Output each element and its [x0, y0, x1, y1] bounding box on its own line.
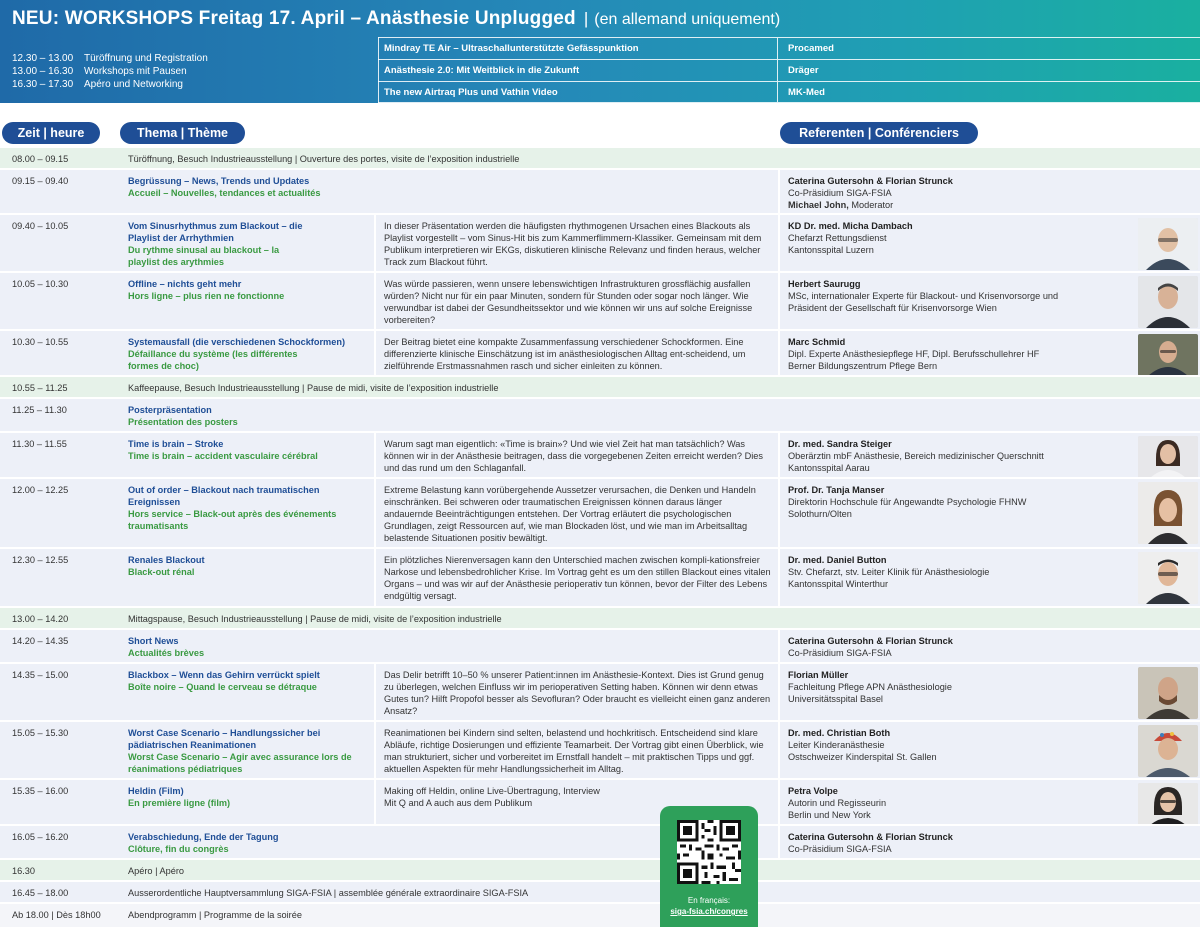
row-time: 15.05 – 15.30 [12, 728, 69, 738]
topic-german: Systemausfall (die verschiedenen Schockformen) [128, 337, 346, 347]
program-row [0, 273, 1200, 331]
qr-code-panel [660, 806, 758, 927]
row-activity: Ausserordentliche Hauptversammlung SIGA-FSIA | assemblée générale extraordinaire SIGA-FSIA [128, 888, 529, 898]
program-row [0, 215, 1200, 273]
speaker-affiliation: Kantonsspital Aarau [788, 463, 870, 473]
program-row [0, 904, 1200, 927]
qr-link[interactable]: siga-fsia.ch/congres [670, 907, 748, 916]
row-time: 12.00 – 12.25 [12, 485, 69, 495]
row-speaker [788, 669, 1128, 705]
topic-german: Out of order – Blackout nach traumatischen Ereignissen [128, 485, 320, 507]
row-topic [128, 175, 366, 199]
topic-french: En première ligne (film) [128, 798, 231, 808]
workshop-schedule [12, 52, 208, 91]
row-description: Das Delir betrifft 10–50 % unserer Patient:innen im Anästhesie-Kontext. Dies ist Grund genug zu überlegen, welchen Einfluss wir im perioperativen Setting haben. Können wir denn etwas Gutes tun? Hilft Propofol besser als Sevofluran? Oder braucht es vielleicht einen ganz anderen Ansatz? [384, 670, 771, 716]
speaker-name: Florian Müller [788, 670, 849, 680]
row-time: 14.20 – 14.35 [12, 636, 69, 646]
row-topic [128, 669, 366, 693]
row-time: 08.00 – 09.15 [12, 154, 69, 164]
banner-title [12, 8, 780, 36]
topic-german: Worst Case Scenario – Handlungssicher bei pädiatrischen Reanimationen [128, 728, 321, 750]
topic-german: Verabschiedung, Ende der Tagung [128, 832, 279, 842]
speaker-photo [1138, 552, 1198, 604]
row-time: Ab 18.00 | Dès 18h00 [12, 910, 101, 920]
banner-title-main: NEU: WORKSHOPS Freitag 17. April – Anästhesie Unplugged [12, 8, 576, 29]
column-divider [777, 38, 778, 59]
row-time: 09.40 – 10.05 [12, 221, 69, 231]
row-time: 11.30 – 11.55 [12, 439, 67, 449]
column-divider [374, 722, 376, 778]
speaker-role: Stv. Chefarzt, stv. Leiter Klinik für Anästhesiologie [788, 567, 990, 577]
program-row [0, 630, 1200, 664]
column-divider [778, 630, 780, 662]
program-row [0, 549, 1200, 608]
topic-french: Hors service – Black-out après des événements traumatisants [128, 509, 337, 531]
column-divider [778, 780, 780, 824]
speaker-name: Caterina Gutersohn & Florian Strunck [788, 636, 953, 646]
speaker-photo [1138, 436, 1198, 478]
row-description: Ein plötzliches Nierenversagen kann den Unterschied machen zwischen kompli-kationsfreier Narkose und lebensbedrohlicher Krise. Im Vortrag geht es um den stillen Blackout eines vitalen Organs – und was wir auf der Anästhesie perioperativ tun können, bevor der Filter des Lebens endgültig versagt. [384, 555, 771, 601]
column-divider [778, 549, 780, 606]
program-row [0, 882, 1200, 904]
column-divider [778, 433, 780, 477]
row-activity: Mittagspause, Besuch Industrieausstellung | Pause de midi, visite de l’exposition industrielle [128, 614, 502, 624]
program-row [0, 399, 1200, 433]
row-activity: Türöffnung, Besuch Industrieausstellung | Ouverture des portes, visite de l’exposition industrielle [128, 154, 520, 164]
topic-german: Vom Sinusrhythmus zum Blackout – die Playlist der Arrhythmien [128, 221, 303, 243]
speaker-name: Prof. Dr. Tanja Manser [788, 485, 885, 495]
column-divider [374, 273, 376, 329]
row-description: Making off Heldin, online Live-Übertragung, Interview Mit Q and A auch aus dem Publikum [384, 786, 600, 808]
workshop-table [378, 37, 1200, 103]
speaker-role: Chefarzt Rettungsdienst [788, 233, 887, 243]
speaker-role: Co-Präsidium SIGA-FSIA [788, 648, 892, 658]
row-description: Reanimationen bei Kindern sind selten, belastend und hochkritisch. Entscheidend sind klare Abläufe, richtige Dosierungen und effiziente Teamarbeit. Der Vortrag gibt einen Überblick, wie man strukturiert, sicher und vorbereitet im Ernstfall handelt – mit praktischen Tipps und ggf. aktuellen Aspekten für mehr Handlungssicherheit im Alltag. [384, 728, 764, 774]
topic-french: Présentation des posters [128, 417, 238, 427]
column-divider [778, 664, 780, 720]
column-header-theme: Thema | Thème [120, 122, 245, 144]
row-topic [128, 220, 303, 268]
row-speaker [788, 175, 1128, 211]
speaker-name: Petra Volpe [788, 786, 838, 796]
topic-french: Clôture, fin du congrès [128, 844, 229, 854]
row-activity: Abendprogramm | Programme de la soirée [128, 910, 302, 920]
speaker-name: Marc Schmid [788, 337, 846, 347]
row-time: 13.00 – 14.20 [12, 614, 69, 624]
row-description: In dieser Präsentation werden die häufigsten rhythmogenen Ursachen eines Blackouts als Playlist vorgestellt – vom Sinus-Hit bis zum Kammerflimmern-Klassiker. Gemeinsam mit dem Publikum interpretieren wir EKGs, diskutieren klinische Relevanz und finden heraus, welcher Track zum Blackout führt. [384, 221, 762, 267]
program-row-break [0, 608, 1200, 630]
topic-french: Actualités brèves [128, 648, 205, 658]
column-divider [374, 780, 376, 824]
topic-german: Heldin (Film) [128, 786, 184, 796]
column-divider [778, 170, 780, 213]
row-topic [128, 635, 366, 659]
program-row [0, 170, 1200, 215]
program-row [0, 331, 1200, 377]
column-header-time: Zeit | heure [2, 122, 100, 144]
row-speaker [788, 554, 1128, 590]
workshop-company: Procamed [788, 43, 834, 54]
speaker-photo [1138, 725, 1198, 777]
column-divider [778, 722, 780, 778]
program-row [0, 664, 1200, 722]
header-banner [0, 0, 1200, 103]
speaker-photo [1138, 276, 1198, 328]
topic-french: Du rythme sinusal au blackout – la playlist des arythmies [128, 245, 280, 267]
row-speaker [788, 220, 1128, 256]
row-topic [128, 336, 373, 372]
schedule-time: 13.00 – 16.30 [12, 66, 74, 77]
speaker-affiliation: Berlin und New York [788, 810, 871, 820]
topic-german: Begrüssung – News, Trends und Updates [128, 176, 310, 186]
workshop-schedule-item [12, 52, 208, 65]
speaker-photo [1138, 667, 1198, 719]
speaker-name: Herbert Saurugg [788, 279, 861, 289]
row-topic [128, 404, 366, 428]
speaker-photo [1138, 783, 1198, 825]
workshop-row [378, 37, 1200, 59]
workshop-title: Mindray TE Air – Ultraschallunterstützte Gefässpunktion [384, 43, 639, 54]
column-divider [374, 479, 376, 547]
schedule-label: Apéro und Networking [84, 79, 183, 90]
topic-french: Black-out rénal [128, 567, 195, 577]
topic-german: Offline – nichts geht mehr [128, 279, 242, 289]
speaker-role: Direktorin Hochschule für Angewandte Psychologie FHNW [788, 497, 1027, 507]
row-topic [128, 785, 366, 809]
topic-french: Time is brain – accident vasculaire cérébral [128, 451, 318, 461]
row-time: 10.05 – 10.30 [12, 279, 69, 289]
row-speaker [788, 785, 1128, 821]
topic-german: Time is brain – Stroke [128, 439, 224, 449]
row-time: 09.15 – 09.40 [12, 176, 69, 186]
speaker-affiliation: Kantonsspital Luzern [788, 245, 874, 255]
workshop-company: MK-Med [788, 87, 825, 98]
qr-caption [660, 895, 758, 917]
row-topic [128, 831, 366, 855]
column-divider [374, 215, 376, 271]
row-description: Was würde passieren, wenn unsere lebenswichtigen Infrastrukturen grossflächig ausfallen würden? Nicht nur für ein paar Minuten, sondern für Stunden oder sogar noch länger. Wie verwundbar ist dabei der Gesundheitssektor und wie können wir uns auf solche Ereignisse vorbereiten? [384, 279, 753, 325]
row-topic [128, 484, 360, 532]
speaker-role: Fachleitung Pflege APN Anästhesiologie [788, 682, 952, 692]
program-row [0, 433, 1200, 479]
row-time: 14.35 – 15.00 [12, 670, 69, 680]
speaker-photo [1138, 334, 1198, 376]
column-divider [778, 215, 780, 271]
schedule-time: 12.30 – 13.00 [12, 53, 74, 64]
banner-title-separator: | [583, 9, 589, 28]
speaker-role: Moderator [848, 200, 894, 210]
speaker-role: Co-Präsidium SIGA-FSIA [788, 844, 892, 854]
row-time: 11.25 – 11.30 [12, 405, 67, 415]
workshop-schedule-item [12, 65, 208, 78]
row-description: Extreme Belastung kann vorübergehende Aussetzer verursachen, die Denken und Handeln einschränken. Bei schweren oder traumatischen Ereignissen können daraus länger andauernde Beeinträchtigungen entstehen. Der Vortrag erläutert die psychologischen Grundlagen, zeigt Ressourcen auf, wie man Blockaden löst, und wie man im Arbeitsalltag belastende Situationen positiv bewältigt. [384, 485, 756, 543]
row-activity: Apéro | Apéro [128, 866, 185, 876]
column-divider [777, 60, 778, 81]
speaker-role: Leiter Kinderanästhesie [788, 740, 885, 750]
row-activity: Kaffeepause, Besuch Industrieausstellung | Pause de midi, visite de l’exposition industrielle [128, 383, 499, 393]
speaker-affiliation: Berner Bildungszentrum Pflege Bern [788, 361, 938, 371]
speaker-affiliation: Universitätsspital Basel [788, 694, 883, 704]
column-divider [778, 273, 780, 329]
column-divider [374, 331, 376, 375]
row-speaker [788, 336, 1128, 372]
row-time: 16.45 – 18.00 [12, 888, 69, 898]
column-divider [374, 664, 376, 720]
workshop-title: The new Airtraq Plus und Vathin Video [384, 87, 558, 98]
row-speaker [788, 484, 1128, 520]
speaker-name: Dr. med. Sandra Steiger [788, 439, 892, 449]
row-speaker [788, 831, 1128, 855]
speaker-role: Co-Präsidium SIGA-FSIA [788, 188, 892, 198]
row-topic [128, 554, 366, 578]
topic-french: Hors ligne – plus rien ne fonctionne [128, 291, 285, 301]
program-row [0, 780, 1200, 826]
speaker-role: MSc, internationaler Experte für Blackout- und Krisenvorsorge und [788, 291, 1059, 301]
workshop-company: Dräger [788, 65, 819, 76]
speaker-photo [1138, 482, 1198, 544]
row-topic [128, 278, 366, 302]
workshop-row [378, 81, 1200, 103]
schedule-label: Türöffnung und Registration [84, 53, 208, 64]
workshop-row [378, 59, 1200, 81]
program-row-break [0, 148, 1200, 170]
topic-german: Posterpräsentation [128, 405, 212, 415]
topic-french: Accueil – Nouvelles, tendances et actualités [128, 188, 321, 198]
row-speaker [788, 438, 1128, 474]
row-time: 16.30 [12, 866, 35, 876]
row-speaker [788, 278, 1128, 314]
topic-german: Blackbox – Wenn das Gehirn verrückt spielt [128, 670, 320, 680]
row-time: 10.55 – 11.25 [12, 383, 68, 393]
speaker-name: Dr. med. Christian Both [788, 728, 891, 738]
row-time: 15.35 – 16.00 [12, 786, 69, 796]
row-topic [128, 438, 366, 462]
column-divider [778, 331, 780, 375]
speaker-role: Oberärztin mbF Anästhesie, Bereich medizinischer Querschnitt [788, 451, 1044, 461]
schedule-label: Workshops mit Pausen [84, 66, 187, 77]
speaker-name: Caterina Gutersohn & Florian Strunck [788, 832, 953, 842]
column-divider [778, 479, 780, 547]
speaker-role: Dipl. Experte Anästhesiepflege HF, Dipl. Berufsschullehrer HF [788, 349, 1040, 359]
speaker-affiliation: Präsident der Gesellschaft für Krisenvorsorge Wien [788, 303, 997, 313]
workshop-schedule-item [12, 78, 208, 91]
banner-language-note: (en allemand uniquement) [594, 11, 781, 28]
speaker-name: Dr. med. Daniel Button [788, 555, 887, 565]
row-speaker [788, 727, 1128, 763]
qr-caption-label: En français: [687, 896, 731, 905]
row-topic [128, 727, 360, 775]
column-header-speakers: Referenten | Conférenciers [780, 122, 978, 144]
column-divider [777, 82, 778, 102]
topic-german: Renales Blackout [128, 555, 205, 565]
schedule-time: 16.30 – 17.30 [12, 79, 74, 90]
program-row-break [0, 377, 1200, 399]
row-time: 16.05 – 16.20 [12, 832, 69, 842]
column-divider [374, 549, 376, 606]
row-time: 10.30 – 10.55 [12, 337, 69, 347]
speaker-name: KD Dr. med. Micha Dambach [788, 221, 913, 231]
qr-code[interactable] [677, 820, 741, 884]
row-description: Der Beitrag bietet eine kompakte Zusammenfassung verschiedener Schockformen. Eine differenzierte klinische Einschätzung ist im anästhesiologischen Alltag ent-scheidend, um zielführende Erstmassnahmen rasch und sicher einleiten zu können. [384, 337, 746, 371]
topic-french: Défaillance du système (les différentes formes de choc) [128, 349, 298, 371]
row-time: 12.30 – 12.55 [12, 555, 69, 565]
speaker-affiliation: Ostschweizer Kinderspital St. Gallen [788, 752, 937, 762]
speaker-role: Autorin und Regisseurin [788, 798, 887, 808]
program-row-break [0, 860, 1200, 882]
speaker-name: Caterina Gutersohn & Florian Strunck [788, 176, 953, 186]
program-row [0, 722, 1200, 780]
speaker-photo [1138, 218, 1198, 270]
program-row [0, 479, 1200, 549]
speaker-affiliation: Kantonsspital Winterthur [788, 579, 889, 589]
row-speaker [788, 635, 1128, 659]
speaker-affiliation: Solothurn/Olten [788, 509, 852, 519]
topic-french: Boîte noire – Quand le cerveau se détraque [128, 682, 317, 692]
column-divider [778, 826, 780, 858]
topic-german: Short News [128, 636, 179, 646]
column-divider [374, 433, 376, 477]
speaker-name: Michael John, [788, 200, 849, 210]
row-description: Warum sagt man eigentlich: «Time is brain»? Und wie viel Zeit hat man tatsächlich? Was können wir in der Anästhesie beitragen, dass die vorgegebenen Zeiten erreicht werden? Dies und das rund um den Schlaganfall. [384, 439, 763, 473]
topic-french: Worst Case Scenario – Agir avec assurance lors de réanimations pédiatriques [128, 752, 352, 774]
workshop-title: Anästhesie 2.0: Mit Weitblick in die Zukunft [384, 65, 580, 76]
program-row [0, 826, 1200, 860]
